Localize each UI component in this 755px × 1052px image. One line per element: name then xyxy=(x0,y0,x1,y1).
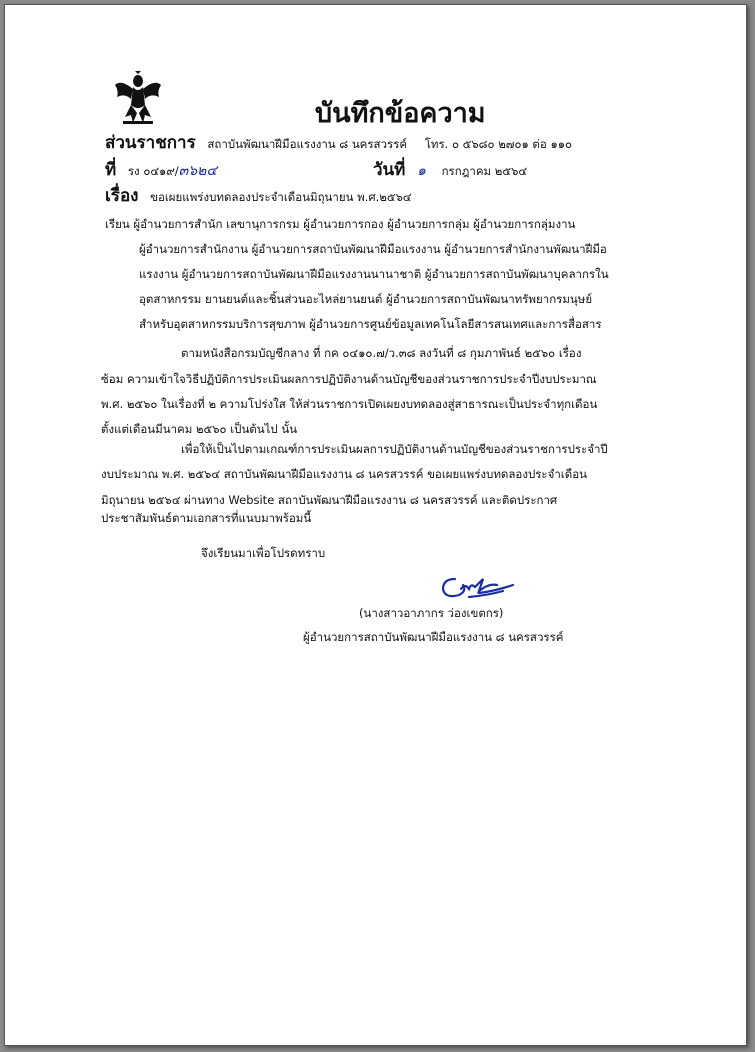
signer-position: ผู้อำนวยการสถาบันพัฒนาฝีมือแรงงาน ๘ นครสวรรค์ xyxy=(303,630,564,644)
subject-row xyxy=(105,182,412,209)
recipients-line: แรงงาน ผู้อำนวยการสถาบันพัฒนาฝีมือแรงงานนานาชาติ ผู้อำนวยการสถาบันพัฒนาบุคลากรใน xyxy=(139,267,609,281)
telephone-value: โทร. ๐ ๕๖๘๐ ๒๗๐๑ ต่อ ๑๑๐ xyxy=(424,137,573,151)
body-line: ตั้งแต่เดือนมีนาคม ๒๕๖๐ เป็นต้นไป นั้น xyxy=(101,422,298,436)
body-line: ประชาสัมพันธ์ตามเอกสารที่แนบมาพร้อมนี้ xyxy=(101,511,312,525)
date-value: กรกฎาคม ๒๕๖๔ xyxy=(441,164,528,178)
signer-name: (นางสาวอาภากร ว่องเขตกร) xyxy=(359,606,504,620)
subject-value: ขอเผยแพร่งบทดลองประจำเดือนมิถุนายน พ.ศ.๒๕๖๔ xyxy=(150,190,412,204)
memo-title: บันทึกข้อความ xyxy=(315,98,486,129)
document-number-value: รง ๐๔๑๙/ xyxy=(127,164,179,178)
body-line: พ.ศ. ๒๕๖๐ ในเรื่องที่ ๒ ความโปร่งใส ให้ส่วนราชการเปิดเผยงบทดลองสู่สาธารณะเป็นประจำทุกเดือน xyxy=(101,397,598,411)
closing-text: จึงเรียนมาเพื่อโปรดทราบ xyxy=(201,546,326,560)
body-line: งบประมาณ พ.ศ. ๒๕๖๔ สถาบันพัฒนาฝีมือแรงงาน ๘ นครสวรรค์ ขอเผยแพร่งบทดลองประจำเดือน xyxy=(101,467,587,481)
body-line: ตามหนังสือกรมบัญชีกลาง ที่ กค ๐๔๑๐.๗/ว.๓๘ ลงวันที่ ๘ กุมภาพันธ์ ๒๕๖๐ เรื่อง xyxy=(181,346,582,360)
department-row xyxy=(105,129,572,156)
date-handwritten: ๑ xyxy=(417,163,426,179)
body-line: ซ้อม ความเข้าใจวิธีปฏิบัติการประเมินผลการปฏิบัติงานด้านบัญชีของส่วนราชการประจำปีงบประมาณ xyxy=(101,372,597,386)
recipients-line: ผู้อำนวยการสำนักงาน ผู้อำนวยการสถาบันพัฒนาฝีมือแรงงาน ผู้อำนวยการสำนักงานพัฒนาฝีมือ xyxy=(139,242,607,256)
department-value: สถาบันพัฒนาฝีมือแรงงาน ๘ นครสวรรค์ xyxy=(207,137,408,151)
date-label: วันที่ xyxy=(373,160,406,180)
subject-label: เรื่อง xyxy=(105,186,139,206)
document-number-label: ที่ xyxy=(105,160,117,180)
signature-icon xyxy=(439,573,519,601)
document-number-row xyxy=(105,156,217,183)
recipients-line: อุตสาหกรรม ยานยนต์และชิ้นส่วนอะไหล่ยานยนต์ ผู้อำนวยการสถาบันพัฒนาทรัพยากรมนุษย์ xyxy=(139,292,593,306)
recipients-line: สำหรับอุตสาหกรรมบริการสุขภาพ ผู้อำนวยการศูนย์ข้อมูลเทคโนโลยีสารสนเทศและการสื่อสาร xyxy=(139,317,602,331)
body-line: เพื่อให้เป็นไปตามเกณฑ์การประเมินผลการปฏิบัติงานด้านบัญชีของส่วนราชการประจำปี xyxy=(181,442,608,456)
garuda-emblem-icon xyxy=(113,71,163,127)
recipients-line: เรียน ผู้อำนวยการสำนัก เลขานุการกรม ผู้อำนวยการกอง ผู้อำนวยการกลุ่ม ผู้อำนวยการกลุ่มงาน xyxy=(105,217,576,231)
date-row xyxy=(373,156,527,183)
memo-page xyxy=(4,4,747,1046)
department-label: ส่วนราชการ xyxy=(105,133,196,153)
document-number-handwritten: ๓๖๒๔ xyxy=(178,163,217,179)
body-line: มิถุนายน ๒๕๖๔ ผ่านทาง Website สถาบันพัฒนาฝีมือแรงงาน ๘ นครสวรรค์ และติดประกาศ xyxy=(101,493,558,507)
